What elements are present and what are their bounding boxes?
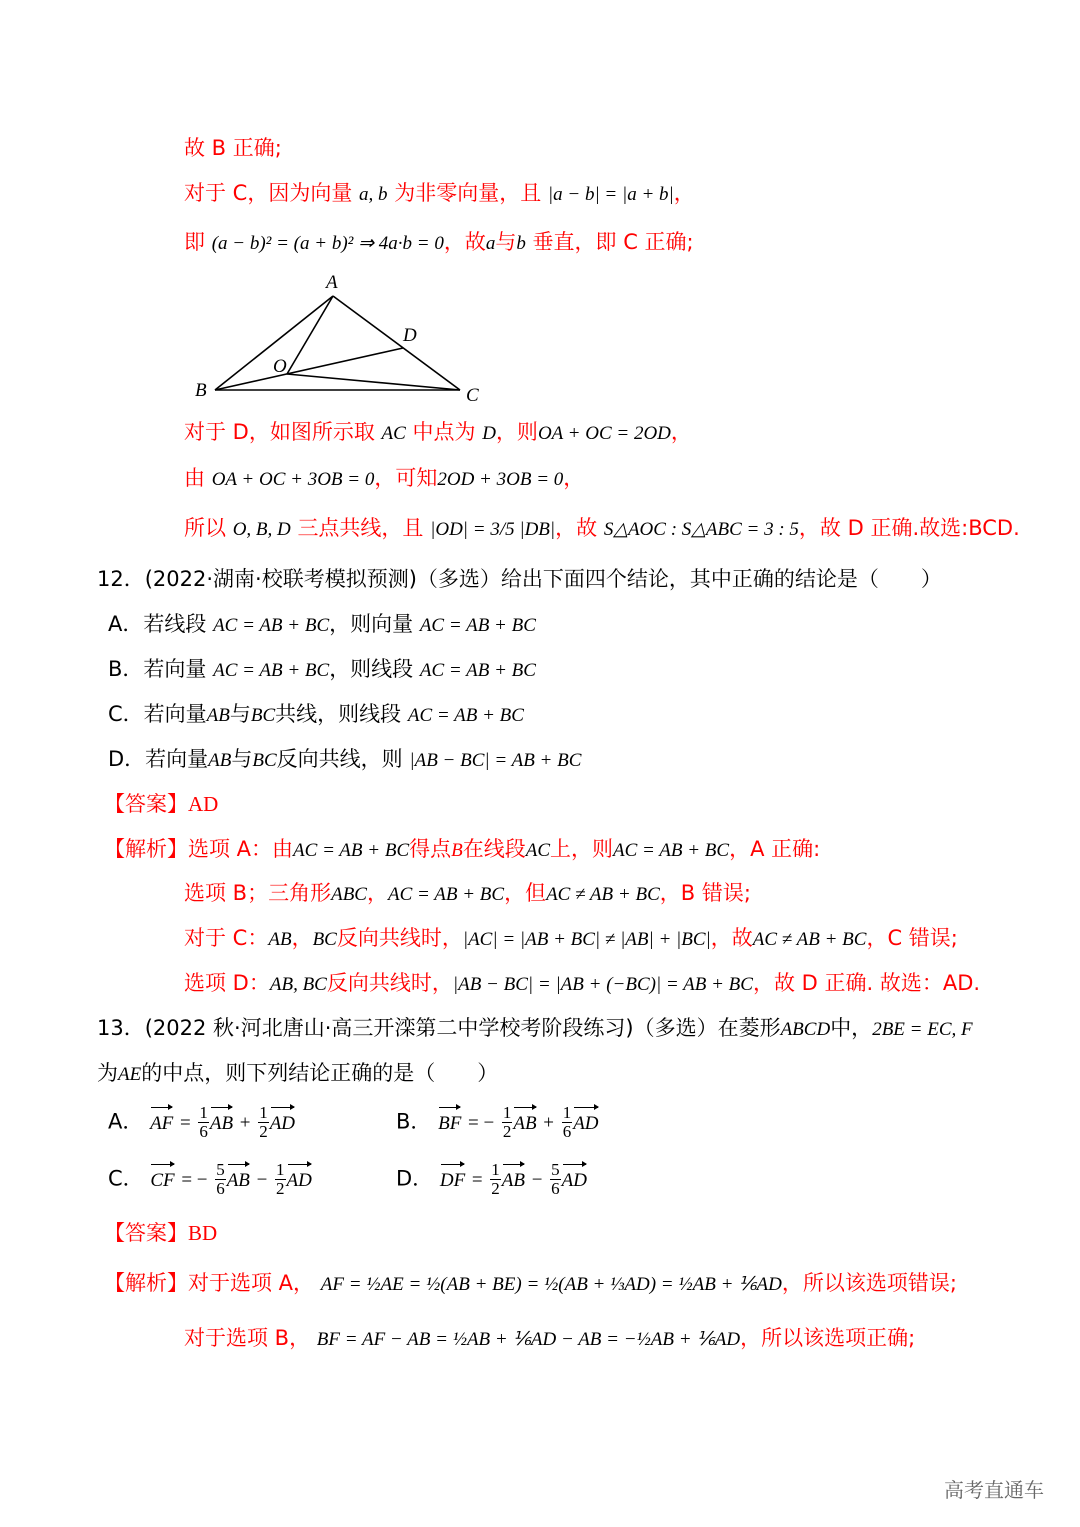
- text: 与: [495, 230, 517, 254]
- answer-tag: 【答案】: [104, 792, 188, 816]
- triangle-figure: [190, 268, 490, 408]
- math-vector: AD: [573, 1105, 598, 1139]
- analysis-tag: 【解析】: [104, 837, 188, 861]
- math-vectors: AB, BC: [269, 974, 327, 995]
- math-expression: AC = AB + BC: [419, 660, 536, 681]
- label-d: D: [403, 325, 417, 346]
- text: ，故: [555, 516, 598, 540]
- text: 所以: [184, 516, 226, 540]
- text: 上，则: [550, 837, 614, 861]
- text: ，: [563, 466, 585, 490]
- numerator: 1: [562, 1103, 572, 1122]
- q13-option-d: [396, 1161, 587, 1198]
- option-label: C．: [108, 702, 144, 726]
- math-vector: BF: [438, 1105, 461, 1139]
- answer-tag: 【答案】: [104, 1221, 188, 1245]
- text: 即: [184, 230, 205, 254]
- text: ，C 错误;: [866, 926, 958, 950]
- math-vector-bc: BC: [250, 705, 276, 726]
- text: ，但: [504, 881, 547, 905]
- math-expression: |OD| = 3/5 |DB|: [430, 519, 556, 540]
- math-vector: AD: [287, 1162, 312, 1196]
- question-text: 13．(2022 秋·河北唐山·高三开滦第二中学校考阶段练习)（多选）在菱形: [97, 1016, 781, 1040]
- solution-line-c-intro: [184, 178, 695, 210]
- solution-line-d-intro: [184, 417, 692, 449]
- math-vector: AB: [513, 1105, 536, 1139]
- text: ，: [366, 881, 388, 905]
- math-expression: |a − b| = |a + b|: [547, 184, 674, 205]
- q12-option-b: [108, 654, 536, 686]
- text: 中，: [830, 1016, 873, 1040]
- numerator: 1: [199, 1103, 208, 1122]
- math-sign: =: [179, 1112, 191, 1134]
- math-vector: AB: [227, 1162, 250, 1196]
- text: ，则线段: [329, 657, 414, 681]
- q13-header-line1: [97, 1013, 973, 1045]
- solution-line-d-conclusion: [184, 513, 1020, 545]
- text: 选项 A：由: [188, 837, 294, 861]
- label-c: C: [466, 385, 479, 406]
- text: 为: [97, 1061, 118, 1085]
- q12-analysis-d: [184, 968, 980, 1000]
- q12-option-d: [108, 744, 581, 776]
- option-label: D．: [396, 1166, 434, 1191]
- text: 为非零向量，且: [394, 181, 542, 205]
- denominator: 6: [216, 1179, 225, 1198]
- text: 选项 B；三角形: [184, 881, 332, 905]
- denominator: 6: [562, 1122, 572, 1141]
- text: ，: [673, 181, 695, 205]
- math-sign: −: [531, 1169, 543, 1191]
- denominator: 2: [491, 1179, 500, 1198]
- text: ，则: [495, 420, 538, 444]
- q12-header: [97, 564, 942, 594]
- math-vector: DF: [440, 1162, 465, 1196]
- q13-option-a: [108, 1104, 295, 1141]
- question-text: 12．(2022·湖南·校联考模拟预测)（多选）给出下面四个结论，其中正确的结论是（ ）: [97, 567, 942, 591]
- text: 故 B 正确;: [184, 136, 282, 160]
- math-vector-expression: AC = AB + BC: [213, 660, 330, 681]
- option-label: A．: [108, 612, 144, 636]
- label-a: A: [326, 272, 338, 293]
- text: 三点共线，且: [297, 516, 424, 540]
- math-expression: AC = AB + BC: [213, 615, 330, 636]
- text: ，则向量: [329, 612, 414, 636]
- math-vector-expression: AC = AB + BC: [419, 615, 536, 636]
- fraction: [258, 1104, 269, 1141]
- math-expression: AC = AB + BC: [293, 840, 410, 861]
- math-vector-expression: AC = AB + BC: [613, 840, 730, 861]
- denominator: 6: [199, 1122, 208, 1141]
- text: 选项 D：: [184, 971, 270, 995]
- math-points: O, B, D: [232, 519, 291, 540]
- text: 得点: [409, 837, 452, 861]
- math-vector: AB: [502, 1162, 525, 1196]
- q13-analysis-b: [184, 1323, 915, 1355]
- label-o: O: [273, 356, 287, 377]
- fraction: [490, 1161, 501, 1198]
- fraction: [198, 1104, 209, 1141]
- math-sign: = −: [468, 1112, 495, 1134]
- math-ac: AC: [381, 423, 406, 444]
- math-vector: AD: [562, 1162, 587, 1196]
- math-expression: OA + OC = 2OD: [537, 423, 671, 444]
- text: 对于 C，因为向量: [184, 181, 353, 205]
- q13-option-b: [396, 1104, 599, 1141]
- option-label: A．: [108, 1109, 144, 1134]
- option-label: D．: [108, 747, 146, 771]
- math-expression: AF = ½AE = ½(AB + BE) = ½(AB + ⅓AD) = ½AB + ⅙AD: [320, 1274, 782, 1295]
- math-vector-bc: BC: [312, 929, 337, 950]
- math-vector-ab: AB: [206, 705, 230, 726]
- text: ，故 D 正确. 故选：AD.: [752, 971, 981, 995]
- text: 对于选项 A，: [188, 1271, 315, 1295]
- text: ，故: [443, 230, 486, 254]
- math-vector: CF: [150, 1162, 174, 1196]
- answer-value: AD: [188, 792, 219, 816]
- text: ，B 错误;: [659, 881, 751, 905]
- q13-analysis-a: [104, 1268, 957, 1300]
- text: 若向量: [145, 747, 209, 771]
- q13-header-line2: [97, 1058, 498, 1090]
- text: ，: [291, 926, 313, 950]
- numerator: 1: [259, 1103, 268, 1122]
- q12-analysis-a: [104, 834, 820, 866]
- q12-analysis-b: [184, 878, 751, 910]
- text: 中点为: [412, 420, 476, 444]
- text: 对于 D，如图所示取: [184, 420, 375, 444]
- fraction: [550, 1161, 561, 1198]
- text: 与: [229, 702, 251, 726]
- edge-bd: [215, 348, 403, 390]
- math-sign: +: [543, 1112, 555, 1134]
- text: 在线段: [462, 837, 526, 861]
- numerator: 1: [491, 1160, 500, 1179]
- math-expression: |AB − BC| = AB + BC: [409, 750, 582, 771]
- answer-value: BD: [188, 1221, 218, 1245]
- math-vector: AB: [210, 1105, 233, 1139]
- math-vectors-ab: a, b: [359, 184, 388, 205]
- math-d: D: [482, 423, 496, 444]
- math-expression: OA + OC + 3OB = 0: [211, 469, 375, 490]
- math-expression: 2BE = EC, F: [872, 1019, 973, 1040]
- text: ，: [670, 420, 692, 444]
- watermark-logo-text: 高考直通车: [944, 1478, 1044, 1502]
- text: 若向量: [143, 657, 207, 681]
- text: 反向共线时，: [336, 926, 463, 950]
- math-vector: AD: [270, 1105, 295, 1139]
- math-sign: =: [471, 1169, 483, 1191]
- text: 若线段: [143, 612, 207, 636]
- denominator: 6: [551, 1179, 560, 1198]
- math-vector-bc: BC: [252, 750, 277, 771]
- text: 垂直，即 C 正确;: [532, 230, 694, 254]
- solution-line-d-derivation: [184, 463, 584, 495]
- fraction: [502, 1104, 513, 1141]
- edge-ao: [287, 296, 333, 374]
- denominator: 2: [276, 1179, 285, 1198]
- math-ae: AE: [118, 1064, 142, 1085]
- math-expression: (a − b)² = (a + b)² ⇒ 4a·b = 0: [211, 233, 444, 254]
- edge-oc: [287, 374, 460, 390]
- text: ，所以该选项正确;: [740, 1326, 916, 1350]
- numerator: 1: [276, 1160, 285, 1179]
- math-ac: AC: [525, 840, 551, 861]
- math-expression: AC ≠ AB + BC: [546, 884, 660, 905]
- text: 由: [184, 466, 205, 490]
- option-label: B．: [396, 1109, 432, 1134]
- text: 对于选项 B，: [184, 1326, 311, 1350]
- text: ，故: [710, 926, 753, 950]
- q12-analysis-c: [184, 923, 958, 955]
- solution-line-b-correct: [184, 133, 282, 163]
- math-expression: |AC| = |AB + BC| ≠ |AB| + |BC|: [462, 929, 711, 950]
- text: 的中点，则下列结论正确的是（ ）: [141, 1061, 499, 1085]
- math-vector-a: a: [485, 233, 496, 254]
- text: ，所以该选项错误;: [781, 1271, 957, 1295]
- text: 若向量: [143, 702, 207, 726]
- math-area-ratio: S△AOC : S△ABC = 3 : 5: [603, 519, 799, 540]
- numerator: 5: [216, 1160, 225, 1179]
- math-b: B: [451, 840, 463, 861]
- math-expression: BF = AF − AB = ½AB + ⅙AD − AB = −½AB + ⅙AD: [316, 1329, 741, 1350]
- solution-line-c-derivation: [184, 227, 694, 259]
- text: 共线，则线段: [275, 702, 402, 726]
- option-label: B．: [108, 657, 144, 681]
- text: ，A 正确:: [729, 837, 821, 861]
- q12-option-c: [108, 699, 524, 731]
- math-expression: AC = AB + BC: [407, 705, 524, 726]
- math-sign: +: [239, 1112, 251, 1134]
- math-abcd: ABCD: [780, 1019, 831, 1040]
- q12-answer: [104, 789, 218, 819]
- numerator: 5: [551, 1160, 560, 1179]
- math-sign: = −: [181, 1169, 208, 1191]
- fraction: [275, 1161, 286, 1198]
- math-abc: ABC: [331, 884, 367, 905]
- math-vector-expression: AC = AB + BC: [387, 884, 505, 905]
- option-label: C．: [108, 1166, 144, 1191]
- fraction: [215, 1161, 226, 1198]
- text: ，可知: [374, 466, 438, 490]
- q13-option-c: [108, 1161, 312, 1198]
- denominator: 2: [502, 1122, 512, 1141]
- math-vector: AF: [150, 1105, 173, 1139]
- text: 反向共线时，: [326, 971, 453, 995]
- text: ，故 D 正确.故选:BCD.: [798, 516, 1020, 540]
- math-vector-b: b: [516, 233, 526, 254]
- q12-option-a: [108, 609, 536, 641]
- math-vector-ab: AB: [268, 929, 292, 950]
- edge-ac: [333, 296, 460, 390]
- numerator: 1: [502, 1103, 512, 1122]
- math-expression: 2OD + 3OB = 0: [437, 469, 564, 490]
- denominator: 2: [259, 1122, 268, 1141]
- math-expression: |AB − BC| = |AB + (−BC)| = AB + BC: [452, 974, 753, 995]
- text: 对于 C：: [184, 926, 269, 950]
- analysis-tag: 【解析】: [104, 1271, 188, 1295]
- fraction: [562, 1104, 573, 1141]
- q13-answer: [104, 1218, 217, 1248]
- math-expression: AC ≠ AB + BC: [752, 929, 867, 950]
- math-vector-ab: AB: [208, 750, 232, 771]
- text: 与: [231, 747, 253, 771]
- math-sign: −: [256, 1169, 268, 1191]
- text: 反向共线，则: [276, 747, 403, 771]
- label-b: B: [195, 380, 207, 401]
